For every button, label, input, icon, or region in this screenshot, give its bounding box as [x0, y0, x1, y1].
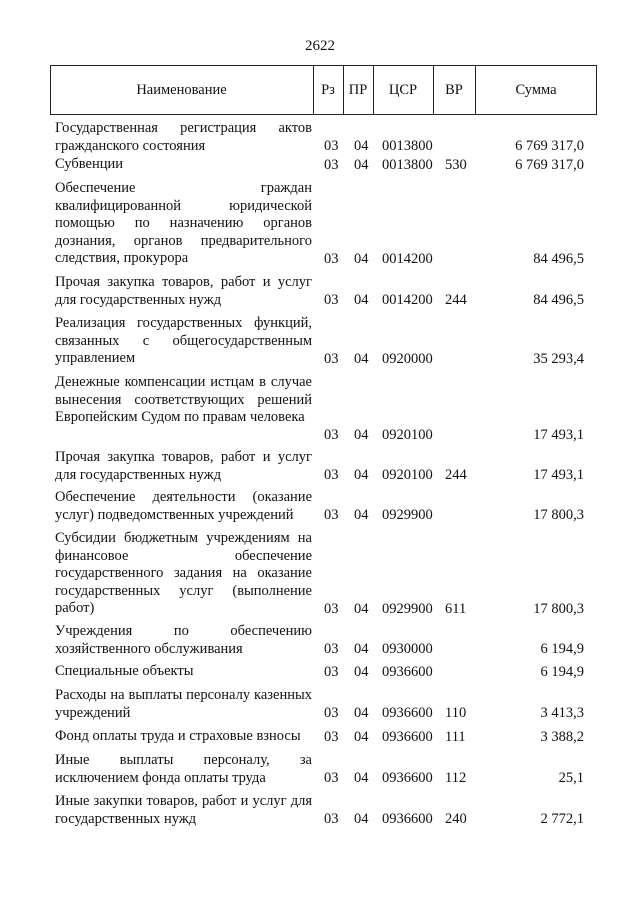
row-name: Фонд оплаты труда и страховые взносы — [55, 728, 301, 744]
header-csr: ЦСР — [388, 82, 418, 98]
row-name: Иные выплаты персоналу, за исключением фонда оплаты труда — [55, 752, 312, 786]
table-header — [50, 65, 597, 115]
table-row — [0, 687, 640, 722]
table-row — [0, 274, 640, 309]
header-name: Наименование — [136, 82, 227, 98]
row-rz: 03 — [324, 506, 339, 523]
row-csr: 0929900 — [382, 600, 433, 617]
row-name: Прочая закупка товаров, работ и услуг для государственных нужд — [55, 274, 312, 308]
row-rz: 03 — [324, 704, 339, 721]
row-vr: 611 — [445, 600, 467, 617]
table-row — [0, 752, 640, 787]
row-rz: 03 — [324, 137, 339, 154]
row-vr: 244 — [445, 291, 467, 308]
row-csr: 0920100 — [382, 466, 433, 483]
row-csr: 0936600 — [382, 728, 433, 745]
row-vr: 112 — [445, 769, 467, 786]
row-sum: 3 388,2 — [540, 728, 584, 745]
page-number: 2622 — [305, 38, 335, 54]
header-pr: ПР — [348, 82, 368, 98]
table-row — [0, 180, 640, 268]
row-rz: 03 — [324, 640, 339, 657]
row-pr: 04 — [354, 728, 369, 745]
row-name: Учреждения по обеспечению хозяйственного обслуживания — [55, 623, 312, 657]
row-csr: 0920100 — [382, 426, 433, 443]
row-rz: 03 — [324, 728, 339, 745]
row-pr: 04 — [354, 769, 369, 786]
row-rz: 03 — [324, 663, 339, 680]
row-pr: 04 — [354, 466, 369, 483]
row-vr: 530 — [445, 156, 467, 173]
table-row — [0, 623, 640, 658]
row-name: Прочая закупка товаров, работ и услуг для государственных нужд — [55, 449, 312, 483]
row-pr: 04 — [354, 640, 369, 657]
table-row — [0, 156, 640, 174]
row-pr: 04 — [354, 156, 369, 173]
table-row — [0, 489, 640, 524]
row-name: Расходы на выплаты персоналу казенных учреждений — [55, 687, 312, 721]
row-rz: 03 — [324, 156, 339, 173]
row-rz: 03 — [324, 600, 339, 617]
row-csr: 0930000 — [382, 640, 433, 657]
row-sum: 6 769 317,0 — [515, 137, 584, 154]
row-pr: 04 — [354, 704, 369, 721]
row-csr: 0936600 — [382, 769, 433, 786]
row-sum: 6 194,9 — [540, 663, 584, 680]
row-rz: 03 — [324, 466, 339, 483]
row-rz: 03 — [324, 426, 339, 443]
row-csr: 0920000 — [382, 350, 433, 367]
row-csr: 0936600 — [382, 704, 433, 721]
row-pr: 04 — [354, 291, 369, 308]
header-sum: Сумма — [515, 82, 557, 98]
table-row — [0, 120, 640, 155]
header-border-right — [596, 66, 597, 114]
row-name: Реализация государственных функций, связанных с общегосударственным управлением — [55, 315, 312, 366]
row-pr: 04 — [354, 426, 369, 443]
row-pr: 04 — [354, 663, 369, 680]
row-csr: 0936600 — [382, 810, 433, 827]
row-pr: 04 — [354, 350, 369, 367]
row-vr: 111 — [445, 728, 466, 745]
table-row — [0, 728, 640, 746]
row-sum: 6 194,9 — [540, 640, 584, 657]
row-name: Субвенции — [55, 156, 123, 172]
row-name: Государственная регистрация актов гражданского состояния — [55, 120, 312, 154]
row-csr: 0936600 — [382, 663, 433, 680]
header-vr: ВР — [445, 82, 463, 98]
row-sum: 17 800,3 — [533, 600, 584, 617]
row-pr: 04 — [354, 600, 369, 617]
row-sum: 17 493,1 — [533, 426, 584, 443]
row-csr: 0013800 — [382, 156, 433, 173]
row-sum: 25,1 — [558, 769, 584, 786]
table-row — [0, 530, 640, 618]
row-csr: 0014200 — [382, 250, 433, 267]
row-pr: 04 — [354, 250, 369, 267]
row-csr: 0014200 — [382, 291, 433, 308]
row-pr: 04 — [354, 137, 369, 154]
row-vr: 110 — [445, 704, 467, 721]
row-name: Субсидии бюджетным учреждениям на финансовое обеспечение государственного задания на оказание государственных услуг (выполнение работ) — [55, 530, 312, 616]
row-name: Обеспечение деятельности (оказание услуг) подведомственных учреждений — [55, 489, 312, 523]
row-name: Денежные компенсации истцам в случае вынесения соответствующих решений Европейским Судом по правам человека — [55, 374, 312, 425]
row-sum: 17 800,3 — [533, 506, 584, 523]
row-sum: 17 493,1 — [533, 466, 584, 483]
row-sum: 6 769 317,0 — [515, 156, 584, 173]
row-sum: 84 496,5 — [533, 291, 584, 308]
row-vr: 244 — [445, 466, 467, 483]
table-row — [0, 315, 640, 368]
row-name: Специальные объекты — [55, 663, 194, 679]
row-sum: 84 496,5 — [533, 250, 584, 267]
table-row — [0, 663, 640, 681]
row-sum: 2 772,1 — [540, 810, 584, 827]
row-pr: 04 — [354, 810, 369, 827]
header-rz: Рз — [321, 82, 335, 98]
row-vr: 240 — [445, 810, 467, 827]
row-pr: 04 — [354, 506, 369, 523]
row-rz: 03 — [324, 769, 339, 786]
row-name: Иные закупки товаров, работ и услуг для государственных нужд — [55, 793, 312, 827]
row-csr: 0929900 — [382, 506, 433, 523]
row-csr: 0013800 — [382, 137, 433, 154]
row-rz: 03 — [324, 810, 339, 827]
row-name: Обеспечение граждан квалифицированной юридической помощью по назначению органов дознания, органов предварительного следствия, прокурора — [55, 180, 312, 266]
row-sum: 35 293,4 — [533, 350, 584, 367]
row-rz: 03 — [324, 350, 339, 367]
table-row — [0, 374, 640, 444]
table-row — [0, 793, 640, 828]
table-row — [0, 449, 640, 484]
row-rz: 03 — [324, 291, 339, 308]
row-rz: 03 — [324, 250, 339, 267]
row-sum: 3 413,3 — [540, 704, 584, 721]
